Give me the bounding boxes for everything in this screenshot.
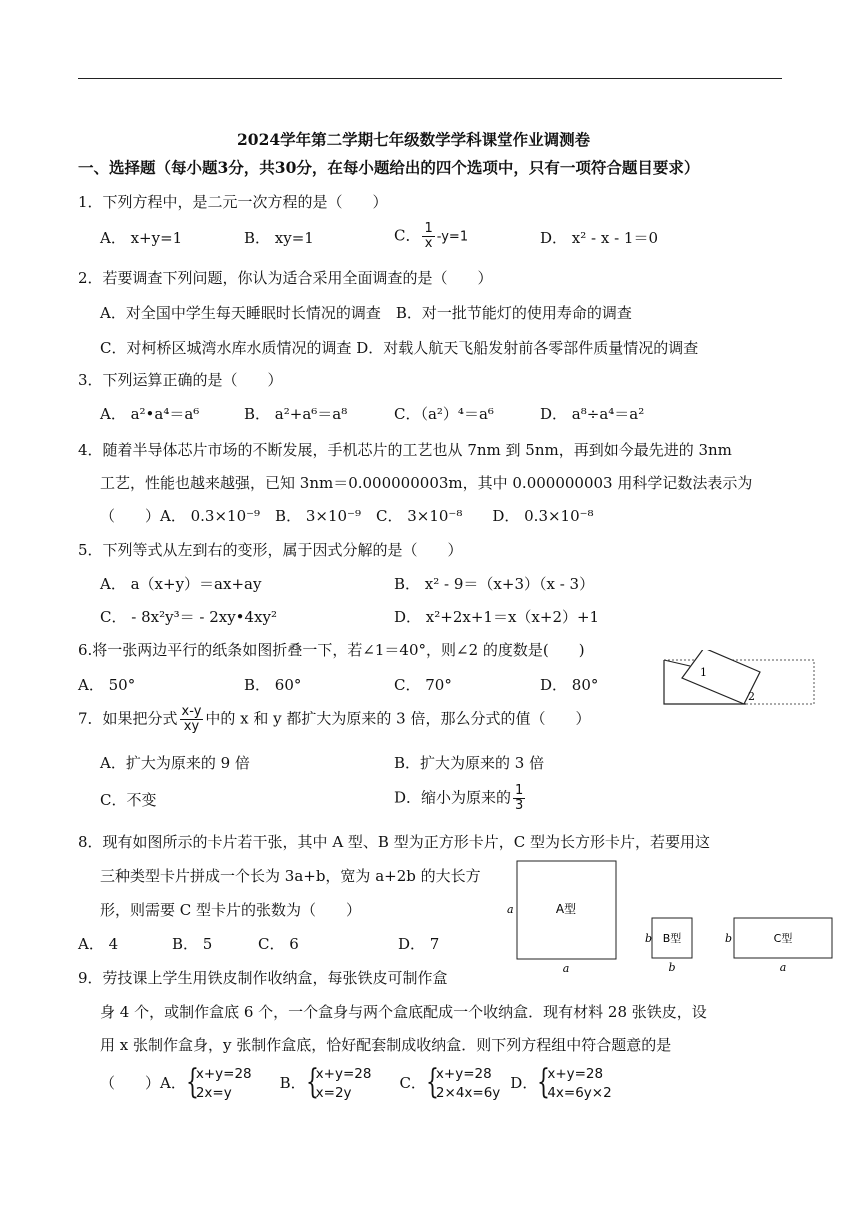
question-6-stem: 6.将一张两边平行的纸条如图折叠一下，若∠1＝40°，则∠2 的度数是( ) (78, 641, 585, 659)
q5-option-b: B． x² - 9＝（x+3）（x - 3） (394, 575, 595, 593)
q2-options-cd: C．对柯桥区城湾水库水质情况的调查 D．对载人航天飞船发射前各零部件质量情况的调查 (100, 339, 699, 357)
question-5-stem: 5．下列等式从左到右的变形，属于因式分解的是（ ） (78, 541, 463, 559)
q7-option-c: C．不变 (100, 791, 157, 809)
q9-option-d-system (537, 1062, 612, 1103)
q1-option-c (394, 222, 468, 251)
question-8-line-1: 8．现有如图所示的卡片若干张，其中 A 型、B 型为正方形卡片，C 型为长方形卡片，若要用这 (78, 833, 710, 851)
q7-fraction (180, 705, 204, 734)
q9-option-b-label: B． (279, 1074, 306, 1092)
q6-option-b: B． 60° (244, 676, 302, 694)
question-9-line-3: 用 x 张制作盒身，y 张制作盒底，恰好配套制成收纳盒．则下列方程组中符合题意的是 (100, 1036, 672, 1054)
q1-c-denominator: x (424, 236, 433, 251)
q1-c-rest: -y=1 (436, 229, 469, 245)
q7-stem-pre: 7．如果把分式 (78, 709, 178, 728)
q9-option-d-label: D． (510, 1074, 538, 1092)
fold-line (664, 660, 690, 666)
folded-strip-figure (660, 650, 820, 712)
q8-option-d: D． 7 (398, 935, 440, 953)
q7-option-d (394, 784, 527, 813)
q3-option-a: A． a²•a⁴＝a⁶ (100, 405, 200, 423)
q7-denominator: xy (183, 719, 200, 734)
question-8-line-3: 形，则需要 C 型卡片的张数为（ ） (100, 901, 362, 919)
q9-d-brace: { (537, 1062, 551, 1102)
q7-option-a: A．扩大为原来的 9 倍 (100, 754, 250, 772)
top-rule (78, 78, 782, 79)
q5-option-d: D． x²+2x+1＝x（x+2）+1 (394, 608, 600, 626)
q9-a-brace: { (185, 1062, 199, 1102)
q7-d-fraction (513, 784, 525, 813)
question-9-line-1: 9．劳技课上学生用铁皮制作收纳盒，每张铁皮可制作盒 (78, 969, 448, 987)
q9-b-row-1: x+y=28 (315, 1066, 372, 1082)
q9-d-row-1: x+y=28 (547, 1066, 604, 1082)
card-b-bottom-label: b (668, 961, 676, 974)
q5-option-a: A． a（x+y）＝ax+ay (100, 575, 262, 593)
question-4-line-2: 工艺，性能也越来越强，已知 3nm＝0.000000003m，其中 0.000000003 用科学记数法表示为 (100, 474, 753, 492)
q1-option-a: A． x+y=1 (100, 229, 183, 247)
q6-option-a: A． 50° (78, 676, 136, 694)
q7-d-numerator: 1 (515, 783, 524, 798)
q5-option-c: C． - 8x²y³＝ - 2xy•4xy² (100, 608, 278, 626)
q9-b-row-2: x=2y (315, 1085, 352, 1101)
q9-option-b-system (305, 1062, 372, 1103)
angle-1-label: 1 (700, 666, 707, 679)
question-2-stem: 2．若要调查下列问题，你认为适合采用全面调查的是（ ） (78, 269, 493, 287)
q1-option-d: D． x² - x - 1＝0 (540, 229, 659, 247)
q2-options-ab: A．对全国中学生每天睡眠时长情况的调查 B．对一批节能灯的使用寿命的调查 (100, 304, 632, 322)
q8-option-a: A． 4 (78, 935, 119, 953)
question-1-stem: 1．下列方程中，是二元一次方程的是（ ） (78, 193, 388, 211)
question-4-line-3: （ ）A． 0.3×10⁻⁹ B． 3×10⁻⁹ C． 3×10⁻⁸ D． 0.3×10⁻⁸ (100, 507, 594, 525)
card-a-side-label: a (507, 903, 514, 916)
card-c-bottom-label: a (779, 961, 787, 974)
question-8-line-2: 三种类型卡片拼成一个长为 3a+b，宽为 a+2b 的大长方 (100, 867, 481, 885)
q7-option-d-pre: D．缩小为原来的 (394, 788, 512, 807)
q6-option-d: D． 80° (540, 676, 599, 694)
question-7-stem (78, 705, 591, 734)
question-9-line-2: 身 4 个，或制作盒底 6 个，一个盒身与两个盒底配成一个收纳盒．现有材料 28 张铁皮，设 (100, 1003, 707, 1021)
q9-c-row-2: 2×4x=6y (435, 1085, 501, 1101)
card-c-side-label: b (725, 932, 733, 945)
q1-option-c-label: C． (394, 226, 421, 245)
q6-option-c: C． 70° (394, 676, 452, 694)
q9-options (100, 1064, 612, 1103)
card-c-label: C型 (773, 932, 793, 945)
cards-figure (500, 855, 845, 975)
q7-stem-post: 中的 x 和 y 都扩大为原来的 3 倍，那么分式的值（ ） (205, 709, 591, 728)
q9-option-c-system (425, 1062, 501, 1103)
q8-option-c: C． 6 (258, 935, 299, 953)
q9-option-c-label: C． (399, 1074, 426, 1092)
q9-c-brace: { (425, 1062, 439, 1102)
q3-option-c: C．（a²）⁴＝a⁶ (394, 405, 494, 423)
question-3-stem: 3．下列运算正确的是（ ） (78, 371, 283, 389)
question-4-line-1: 4．随着半导体芯片市场的不断发展，手机芯片的工艺也从 7nm 到 5nm，再到如今最先进的 3nm (78, 441, 732, 459)
page-title: 2024学年第二学期七年级数学学科课堂作业调测卷 (237, 130, 591, 149)
q3-option-b: B． a²+a⁶＝a⁸ (244, 405, 348, 423)
section-heading: 一、选择题（每小题3分，共30分，在每小题给出的四个选项中，只有一项符合题目要求） (78, 158, 700, 177)
q9-c-row-1: x+y=28 (435, 1066, 492, 1082)
card-b-label: B型 (662, 932, 682, 945)
card-a-label: A型 (555, 902, 577, 916)
q9-b-brace: { (305, 1062, 319, 1102)
q9-a-row-1: x+y=28 (195, 1066, 252, 1082)
q7-numerator: x-y (181, 704, 202, 719)
q7-d-denominator: 3 (515, 798, 524, 813)
card-a-bottom-label: a (562, 962, 570, 975)
q9-a-row-2: 2x=y (195, 1085, 232, 1101)
q9-option-a-system (185, 1062, 252, 1103)
q1-c-fraction (422, 222, 434, 251)
q7-option-b: B．扩大为原来的 3 倍 (394, 754, 545, 772)
card-b-side-label: b (645, 932, 653, 945)
angle-2-label: 2 (748, 690, 755, 703)
q9-d-row-2: 4x=6y×2 (547, 1085, 612, 1101)
q1-c-numerator: 1 (424, 221, 433, 236)
q8-option-b: B． 5 (172, 935, 213, 953)
q9-paren-a-label: （ ）A． (100, 1074, 186, 1092)
q1-option-b: B． xy=1 (244, 229, 314, 247)
q3-option-d: D． a⁸÷a⁴＝a² (540, 405, 645, 423)
